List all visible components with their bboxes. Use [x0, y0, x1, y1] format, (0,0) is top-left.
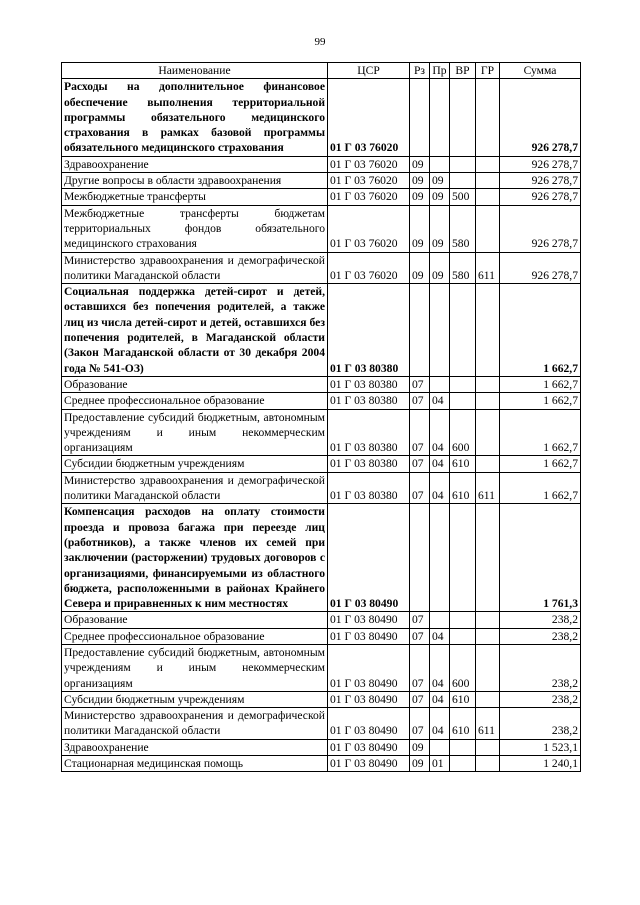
table-row [62, 156, 581, 172]
row-rz-cell: 09 [410, 156, 430, 172]
row-rz-cell: 07 [410, 612, 430, 628]
row-name-cell: Министерство здравоохранения и демографической политики Магаданской области [62, 472, 328, 504]
row-gr-cell [476, 644, 500, 691]
row-csr-cell: 01 Г 03 80490 [328, 612, 410, 628]
row-rz-cell: 07 [410, 472, 430, 504]
header-vr: ВР [450, 63, 476, 79]
row-sum-cell: 926 278,7 [500, 189, 581, 205]
row-sum-cell: 1 761,3 [500, 504, 581, 612]
row-rz-cell: 07 [410, 628, 430, 644]
row-name-cell: Межбюджетные трансферты бюджетам территориальных фондов обязательного медицинского страхования [62, 205, 328, 252]
row-gr-cell [476, 739, 500, 755]
row-csr-cell: 01 Г 03 76020 [328, 189, 410, 205]
row-pr-cell: 09 [430, 205, 450, 252]
row-csr-cell: 01 Г 03 80490 [328, 691, 410, 707]
row-gr-cell [476, 173, 500, 189]
row-name-cell: Здравоохранение [62, 156, 328, 172]
row-gr-cell [476, 189, 500, 205]
row-pr-cell: 04 [430, 691, 450, 707]
row-rz-cell: 07 [410, 708, 430, 740]
row-gr-cell [476, 504, 500, 612]
row-pr-cell [430, 376, 450, 392]
row-vr-cell: 610 [450, 472, 476, 504]
row-vr-cell [450, 612, 476, 628]
row-name-cell: Компенсация расходов на оплату стоимости проезда и провоза багажа при переезде лиц (работников), а также членов их семей при заключении (расторжении) трудовых договоров с организациями, финансируемыми из областного бюджета, расположенными в районах Крайнего Севера и приравненных к ним местностях [62, 504, 328, 612]
row-name-cell: Межбюджетные трансферты [62, 189, 328, 205]
row-gr-cell [476, 691, 500, 707]
row-pr-cell: 09 [430, 173, 450, 189]
row-sum-cell: 238,2 [500, 628, 581, 644]
table-row [62, 189, 581, 205]
row-gr-cell [476, 393, 500, 409]
row-vr-cell [450, 504, 476, 612]
row-vr-cell: 600 [450, 409, 476, 456]
table-row [62, 612, 581, 628]
row-rz-cell: 07 [410, 456, 430, 472]
row-pr-cell [430, 156, 450, 172]
row-sum-cell: 926 278,7 [500, 173, 581, 189]
row-gr-cell [476, 284, 500, 377]
row-sum-cell: 926 278,7 [500, 156, 581, 172]
row-sum-cell: 926 278,7 [500, 252, 581, 284]
row-rz-cell: 09 [410, 252, 430, 284]
row-csr-cell: 01 Г 03 80380 [328, 456, 410, 472]
row-pr-cell: 04 [430, 644, 450, 691]
table-body [62, 79, 581, 772]
row-csr-cell: 01 Г 03 80380 [328, 409, 410, 456]
row-csr-cell: 01 Г 03 80490 [328, 756, 410, 772]
row-vr-cell [450, 79, 476, 156]
row-pr-cell: 04 [430, 628, 450, 644]
row-name-cell: Здравоохранение [62, 739, 328, 755]
row-vr-cell [450, 628, 476, 644]
row-vr-cell: 500 [450, 189, 476, 205]
row-gr-cell: 611 [476, 708, 500, 740]
row-gr-cell [476, 756, 500, 772]
row-vr-cell: 580 [450, 205, 476, 252]
row-sum-cell: 1 662,7 [500, 409, 581, 456]
row-vr-cell: 610 [450, 456, 476, 472]
row-csr-cell: 01 Г 03 80490 [328, 708, 410, 740]
row-pr-cell: 09 [430, 252, 450, 284]
row-pr-cell: 04 [430, 409, 450, 456]
row-sum-cell: 238,2 [500, 708, 581, 740]
row-sum-cell: 1 662,7 [500, 472, 581, 504]
row-gr-cell [476, 376, 500, 392]
row-pr-cell [430, 504, 450, 612]
row-gr-cell [476, 79, 500, 156]
row-pr-cell [430, 284, 450, 377]
header-sum: Сумма [500, 63, 581, 79]
row-sum-cell: 1 662,7 [500, 456, 581, 472]
row-sum-cell: 238,2 [500, 612, 581, 628]
row-vr-cell [450, 739, 476, 755]
row-pr-cell: 09 [430, 189, 450, 205]
row-gr-cell [476, 628, 500, 644]
row-name-cell: Среднее профессиональное образование [62, 628, 328, 644]
header-pr: Пр [430, 63, 450, 79]
row-vr-cell [450, 376, 476, 392]
row-name-cell: Стационарная медицинская помощь [62, 756, 328, 772]
row-name-cell: Субсидии бюджетным учреждениям [62, 691, 328, 707]
table-row [62, 628, 581, 644]
row-rz-cell: 09 [410, 739, 430, 755]
row-vr-cell: 610 [450, 691, 476, 707]
row-name-cell: Предоставление субсидий бюджетным, автономным учреждениям и иным некоммерческим организациям [62, 644, 328, 691]
row-gr-cell [476, 456, 500, 472]
row-csr-cell: 01 Г 03 80380 [328, 472, 410, 504]
row-sum-cell: 926 278,7 [500, 205, 581, 252]
row-rz-cell: 07 [410, 644, 430, 691]
header-gr: ГР [476, 63, 500, 79]
row-vr-cell [450, 173, 476, 189]
row-name-cell: Социальная поддержка детей-сирот и детей, оставшихся без попечения родителей, а также лиц из числа детей-сирот и детей, оставшихся без попечения родителей, в Магаданской области (Закон Магаданской области от 30 декабря 2004 года № 541-ОЗ) [62, 284, 328, 377]
row-name-cell: Министерство здравоохранения и демографической политики Магаданской области [62, 708, 328, 740]
row-pr-cell [430, 79, 450, 156]
table-row [62, 79, 581, 156]
row-name-cell: Образование [62, 376, 328, 392]
table-header-row [62, 63, 581, 79]
row-rz-cell [410, 79, 430, 156]
row-rz-cell: 09 [410, 205, 430, 252]
table-row [62, 376, 581, 392]
row-vr-cell: 610 [450, 708, 476, 740]
row-sum-cell: 1 662,7 [500, 284, 581, 377]
row-name-cell: Другие вопросы в области здравоохранения [62, 173, 328, 189]
row-sum-cell: 1 662,7 [500, 376, 581, 392]
row-csr-cell: 01 Г 03 76020 [328, 173, 410, 189]
row-gr-cell [476, 156, 500, 172]
row-sum-cell: 1 662,7 [500, 393, 581, 409]
row-rz-cell: 07 [410, 376, 430, 392]
row-name-cell: Среднее профессиональное образование [62, 393, 328, 409]
row-rz-cell [410, 504, 430, 612]
row-rz-cell [410, 284, 430, 377]
row-sum-cell: 926 278,7 [500, 79, 581, 156]
row-pr-cell: 04 [430, 472, 450, 504]
row-sum-cell: 238,2 [500, 691, 581, 707]
row-gr-cell [476, 612, 500, 628]
table-row [62, 739, 581, 755]
table-row [62, 252, 581, 284]
row-csr-cell: 01 Г 03 80380 [328, 284, 410, 377]
table-row [62, 644, 581, 691]
row-gr-cell: 611 [476, 252, 500, 284]
row-vr-cell: 600 [450, 644, 476, 691]
table-row [62, 393, 581, 409]
row-pr-cell: 01 [430, 756, 450, 772]
row-name-cell: Расходы на дополнительное финансовое обеспечение выполнения территориальной программы обязательного медицинского страхования в рамках базовой программы обязательного медицинского страхования [62, 79, 328, 156]
row-csr-cell: 01 Г 03 80380 [328, 376, 410, 392]
table-row [62, 756, 581, 772]
row-vr-cell [450, 284, 476, 377]
row-vr-cell: 580 [450, 252, 476, 284]
row-name-cell: Предоставление субсидий бюджетным, автономным учреждениям и иным некоммерческим организациям [62, 409, 328, 456]
row-csr-cell: 01 Г 03 80490 [328, 504, 410, 612]
row-name-cell: Министерство здравоохранения и демографической политики Магаданской области [62, 252, 328, 284]
header-name: Наименование [62, 63, 328, 79]
row-csr-cell: 01 Г 03 80490 [328, 628, 410, 644]
row-name-cell: Образование [62, 612, 328, 628]
row-rz-cell: 07 [410, 691, 430, 707]
page-number: 99 [314, 36, 326, 48]
row-vr-cell [450, 156, 476, 172]
header-csr: ЦСР [328, 63, 410, 79]
row-pr-cell [430, 739, 450, 755]
row-gr-cell: 611 [476, 472, 500, 504]
row-name-cell: Субсидии бюджетным учреждениям [62, 456, 328, 472]
row-rz-cell: 07 [410, 393, 430, 409]
row-rz-cell: 09 [410, 189, 430, 205]
table-row [62, 691, 581, 707]
row-csr-cell: 01 Г 03 76020 [328, 205, 410, 252]
table-row [62, 173, 581, 189]
table-row [62, 284, 581, 377]
table-row [62, 409, 581, 456]
row-gr-cell [476, 409, 500, 456]
row-sum-cell: 1 240,1 [500, 756, 581, 772]
row-pr-cell: 04 [430, 708, 450, 740]
row-csr-cell: 01 Г 03 80490 [328, 644, 410, 691]
row-pr-cell: 04 [430, 393, 450, 409]
row-csr-cell: 01 Г 03 76020 [328, 79, 410, 156]
row-pr-cell [430, 612, 450, 628]
row-vr-cell [450, 756, 476, 772]
table-row [62, 456, 581, 472]
row-rz-cell: 09 [410, 173, 430, 189]
row-rz-cell: 09 [410, 756, 430, 772]
row-gr-cell [476, 205, 500, 252]
table-row [62, 504, 581, 612]
row-vr-cell [450, 393, 476, 409]
row-pr-cell: 04 [430, 456, 450, 472]
table-row [62, 708, 581, 740]
row-csr-cell: 01 Г 03 80380 [328, 393, 410, 409]
row-sum-cell: 238,2 [500, 644, 581, 691]
table-row [62, 205, 581, 252]
table-row [62, 472, 581, 504]
row-csr-cell: 01 Г 03 80490 [328, 739, 410, 755]
header-rz: Рз [410, 63, 430, 79]
row-sum-cell: 1 523,1 [500, 739, 581, 755]
row-csr-cell: 01 Г 03 76020 [328, 252, 410, 284]
row-csr-cell: 01 Г 03 76020 [328, 156, 410, 172]
row-rz-cell: 07 [410, 409, 430, 456]
budget-table [61, 62, 581, 772]
